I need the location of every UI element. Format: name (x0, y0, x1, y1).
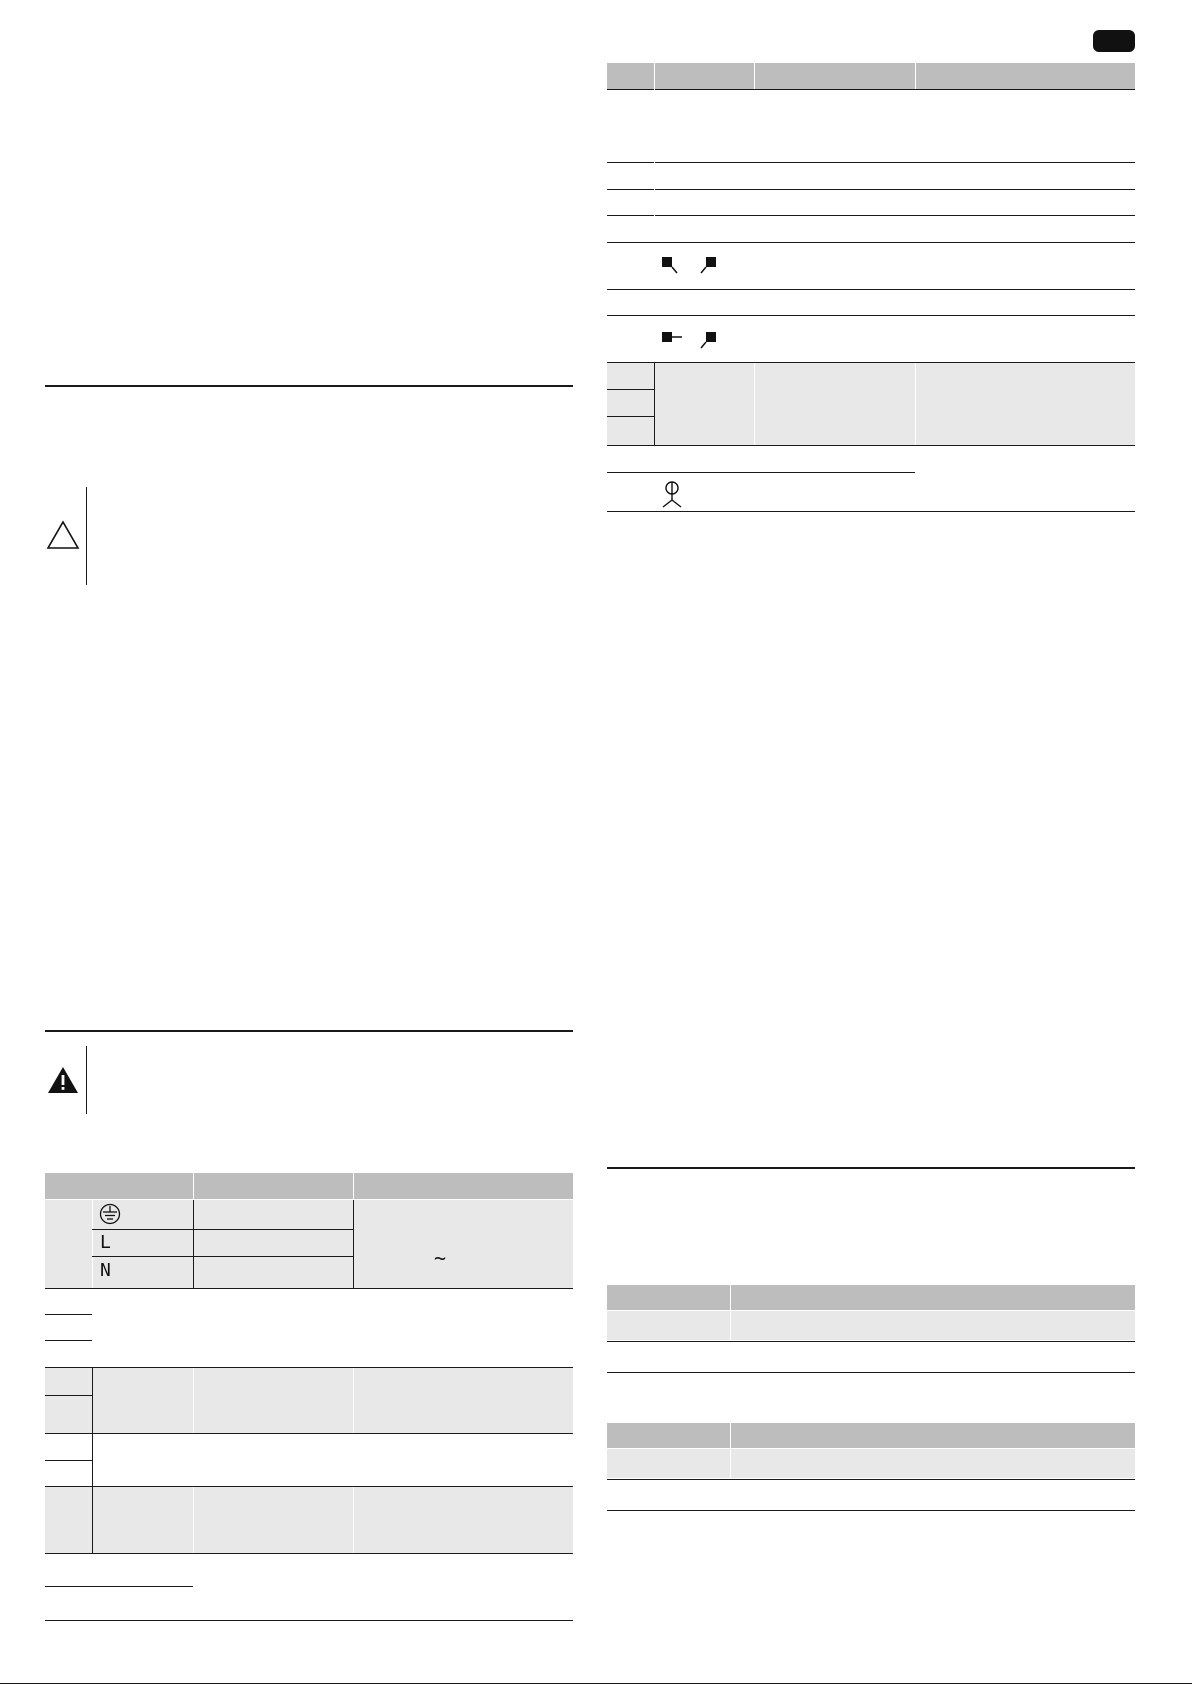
relay-contact-icon (660, 255, 720, 277)
table-row (607, 1311, 1135, 1340)
neutral-symbol: N (100, 1260, 111, 1281)
table-row (607, 1449, 1135, 1478)
warning-bar (86, 1046, 87, 1114)
table-header (607, 1285, 1135, 1310)
language-badge (1093, 30, 1135, 52)
warning-filled-icon (46, 1065, 80, 1095)
section-rule (45, 385, 573, 387)
table-header (45, 1173, 573, 1199)
relay-contact-icon (660, 330, 720, 352)
section-rule (607, 1167, 1135, 1169)
shaded-row-group (45, 1487, 573, 1553)
shaded-row-group (45, 1368, 573, 1433)
antenna-icon (660, 480, 684, 508)
warning-outline-icon (46, 520, 80, 550)
section-rule (45, 1030, 573, 1032)
footer-rule (0, 1683, 1192, 1684)
table-header (607, 1423, 1135, 1448)
shaded-row-group (45, 1200, 573, 1288)
shaded-row-group (607, 363, 1135, 445)
table-header (607, 63, 1135, 89)
notice-bar (86, 487, 87, 585)
line-symbol: L (100, 1232, 111, 1253)
ac-symbol: ~ (434, 1246, 447, 1270)
earth-ground-icon (99, 1203, 121, 1225)
